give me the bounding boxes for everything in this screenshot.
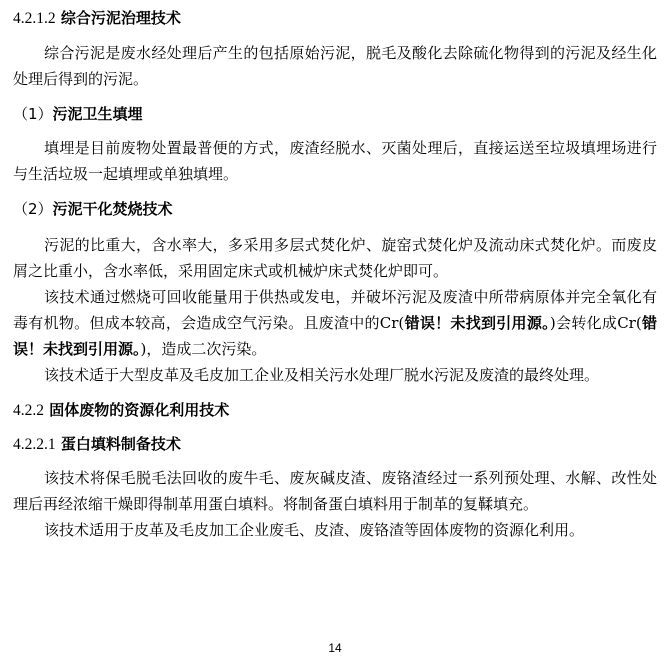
heading-number: 4.2.2.1 bbox=[13, 436, 56, 453]
heading-title: 污泥干化焚烧技术 bbox=[52, 200, 173, 218]
paragraph-protein-filler-1: 该技术将保毛脱毛法回收的废牛毛、废灰碱皮渣、废铬渣经过一系列预处理、水解、改性处理后再经浓缩干燥即得制革用蛋白填料。将制备蛋白填料用于制革的复鞣填充。 bbox=[13, 469, 657, 513]
text-run: )，造成二次污染。 bbox=[140, 340, 267, 358]
heading-4-2-1-2 bbox=[13, 8, 181, 29]
paragraph-landfill: 填埋是目前废物处置最普便的方式，废渣经脱水、灭菌处理后，直接运送至垃圾填埋场进行与生活垃圾一起填埋或单独填埋。 bbox=[13, 139, 657, 183]
reference-error: 错误！未找到引用源。 bbox=[13, 314, 657, 358]
reference-error: 错误！未找到引用源。 bbox=[404, 314, 550, 332]
paragraph-incineration-3: 该技术适于大型皮革及毛皮加工企业及相关污水处理厂脱水污泥及废渣的最终处理。 bbox=[44, 366, 600, 384]
text-run: )会转化成Cr( bbox=[549, 314, 642, 332]
text-run: 该技术通过燃烧可回收能量用于供热或发电，并破坏污泥及废渣中所带病原体并完全氧化有毒有机物。但成本较高，会造成空气污染。且废渣中的Cr( bbox=[13, 288, 657, 332]
heading-number: 4.2.1.2 bbox=[13, 10, 56, 27]
heading-number: （2） bbox=[13, 200, 53, 218]
heading-title: 综合污泥治理技术 bbox=[60, 9, 181, 27]
paragraph-incineration-2 bbox=[13, 284, 657, 362]
heading-incineration bbox=[13, 199, 173, 219]
page-number: 14 bbox=[328, 641, 342, 655]
paragraph-incineration-1: 污泥的比重大，含水率大，多采用多层式焚化炉、旋窑式焚化炉及流动床式焚化炉。而废皮屑之比重小，含水率低，采用固定床式或机械炉床式焚化炉即可。 bbox=[13, 236, 657, 280]
heading-number: 4.2.2 bbox=[13, 402, 44, 419]
heading-4-2-2-1 bbox=[13, 434, 181, 455]
heading-number: （1） bbox=[13, 105, 53, 123]
paragraph-protein-filler-2: 该技术适用于皮革及毛皮加工企业废毛、皮渣、废铬渣等固体废物的资源化利用。 bbox=[44, 521, 585, 539]
heading-landfill bbox=[13, 104, 143, 124]
heading-4-2-2 bbox=[13, 400, 229, 421]
heading-title: 蛋白填料制备技术 bbox=[60, 435, 181, 453]
paragraph-sludge-intro: 综合污泥是废水经处理后产生的包括原始污泥，脱毛及酸化去除硫化物得到的污泥及经生化处理后得到的污泥。 bbox=[13, 44, 657, 88]
heading-title: 固体废物的资源化利用技术 bbox=[49, 401, 230, 419]
heading-title: 污泥卫生填埋 bbox=[52, 105, 143, 123]
